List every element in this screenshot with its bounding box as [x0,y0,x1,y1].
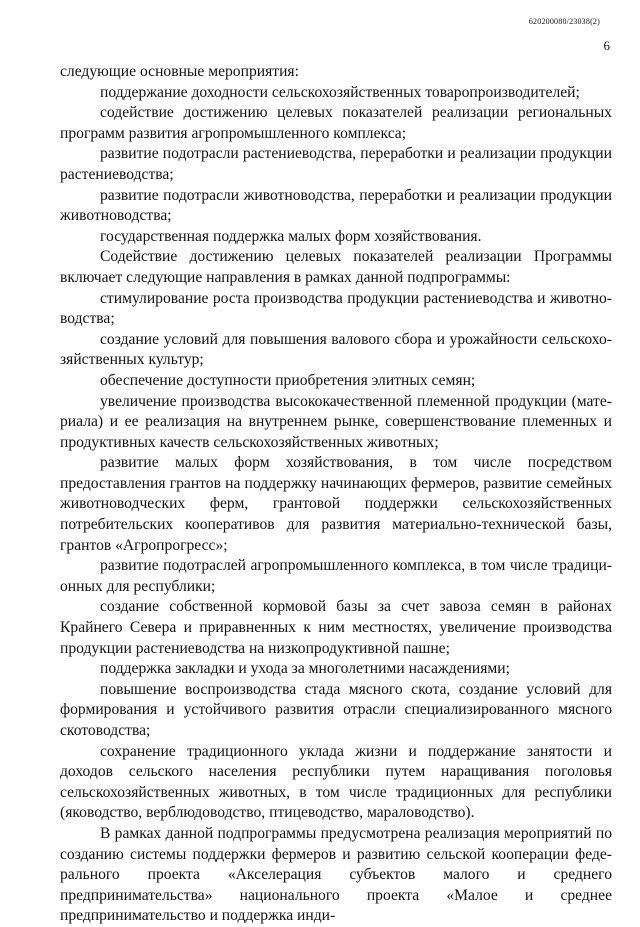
paragraph: развитие подотраслей агропромышленного комплекса, в том числе традиционных для республики; [60,557,612,595]
paragraph: обеспечение доступности приобретения элитных семян; [100,371,476,389]
paragraph: развитие малых форм хозяйствования, в том числе посредством предоставления грантов на поддержку начинающих фермеров, развитие семейных животноводческих ферм, грантовой поддержки сельскохозяйственных потребительских кооперативов для развития материально-технической базы, грантов «Агропрогресс»; [60,454,612,554]
paragraph: сохранение традиционного уклада жизни и поддержание занятости и доходов сельского населения республики путем наращивания поголовья сельскохозяйственных животных, в том числе традиционных для республики (яководство, верблюдоводство, птицеводство, мараловодство). [60,742,612,822]
paragraph: развитие подотрасли животноводства, переработки и реализации продукции животноводства; [60,186,612,225]
paragraph: поддержка закладки и ухода за многолетними насаждениями; [100,660,510,678]
paragraph: поддержание доходности сельскохозяйственных товаропроизводителей; [100,83,580,101]
paragraph: создание собственной кормовой базы за счет завоза семян в районах Крайнего Севера и приравненных к ним местностях, увеличение производства продукции растениеводства на низкопродуктивной пашне; [60,598,612,657]
paragraph: содействие достижению целевых показателей реализации региональных программ развития агропромышленного комплекса; [60,104,612,142]
paragraph: увеличение производства высококачественной племенной продукции (материала) и ее реализация на внутреннем рынке, совершенствование племенных и продуктивных качеств сельскохозяйственных животных; [60,392,612,451]
document-id: 620200080/23038(2) [528,17,600,26]
document-body [60,62,612,927]
page-number: 6 [603,38,610,53]
paragraph: создание условий для повышения валового сбора и урожайности сельскохозяйственных культур; [60,330,612,369]
paragraph: Содействие достижению целевых показателей реализации Программы включает следующие направления в рамках данной подпрограммы: [60,248,612,286]
paragraph: повышение воспроизводства стада мясного скота, создание условий для формирования и устойчивого развития отрасли специализированного мясного скотоводства; [60,680,612,739]
paragraph: следующие основные мероприятия: [60,63,299,80]
paragraph: стимулирование роста производства продукции растениеводства и животноводства; [60,289,612,328]
paragraph: государственная поддержка малых форм хозяйствования. [100,227,482,245]
paragraph: В рамках данной подпрограммы предусмотрена реализация мероприятий по созданию системы поддержки фермеров и развитию сельской кооперации федерального проекта «Акселерация субъектов малого и среднего предпринимательства» национального проекта «Малое и среднее предпринимательство и поддержка инди- [60,824,612,925]
paragraph: развитие подотрасли растениеводства, переработки и реализации продукции растениеводства; [60,145,612,183]
